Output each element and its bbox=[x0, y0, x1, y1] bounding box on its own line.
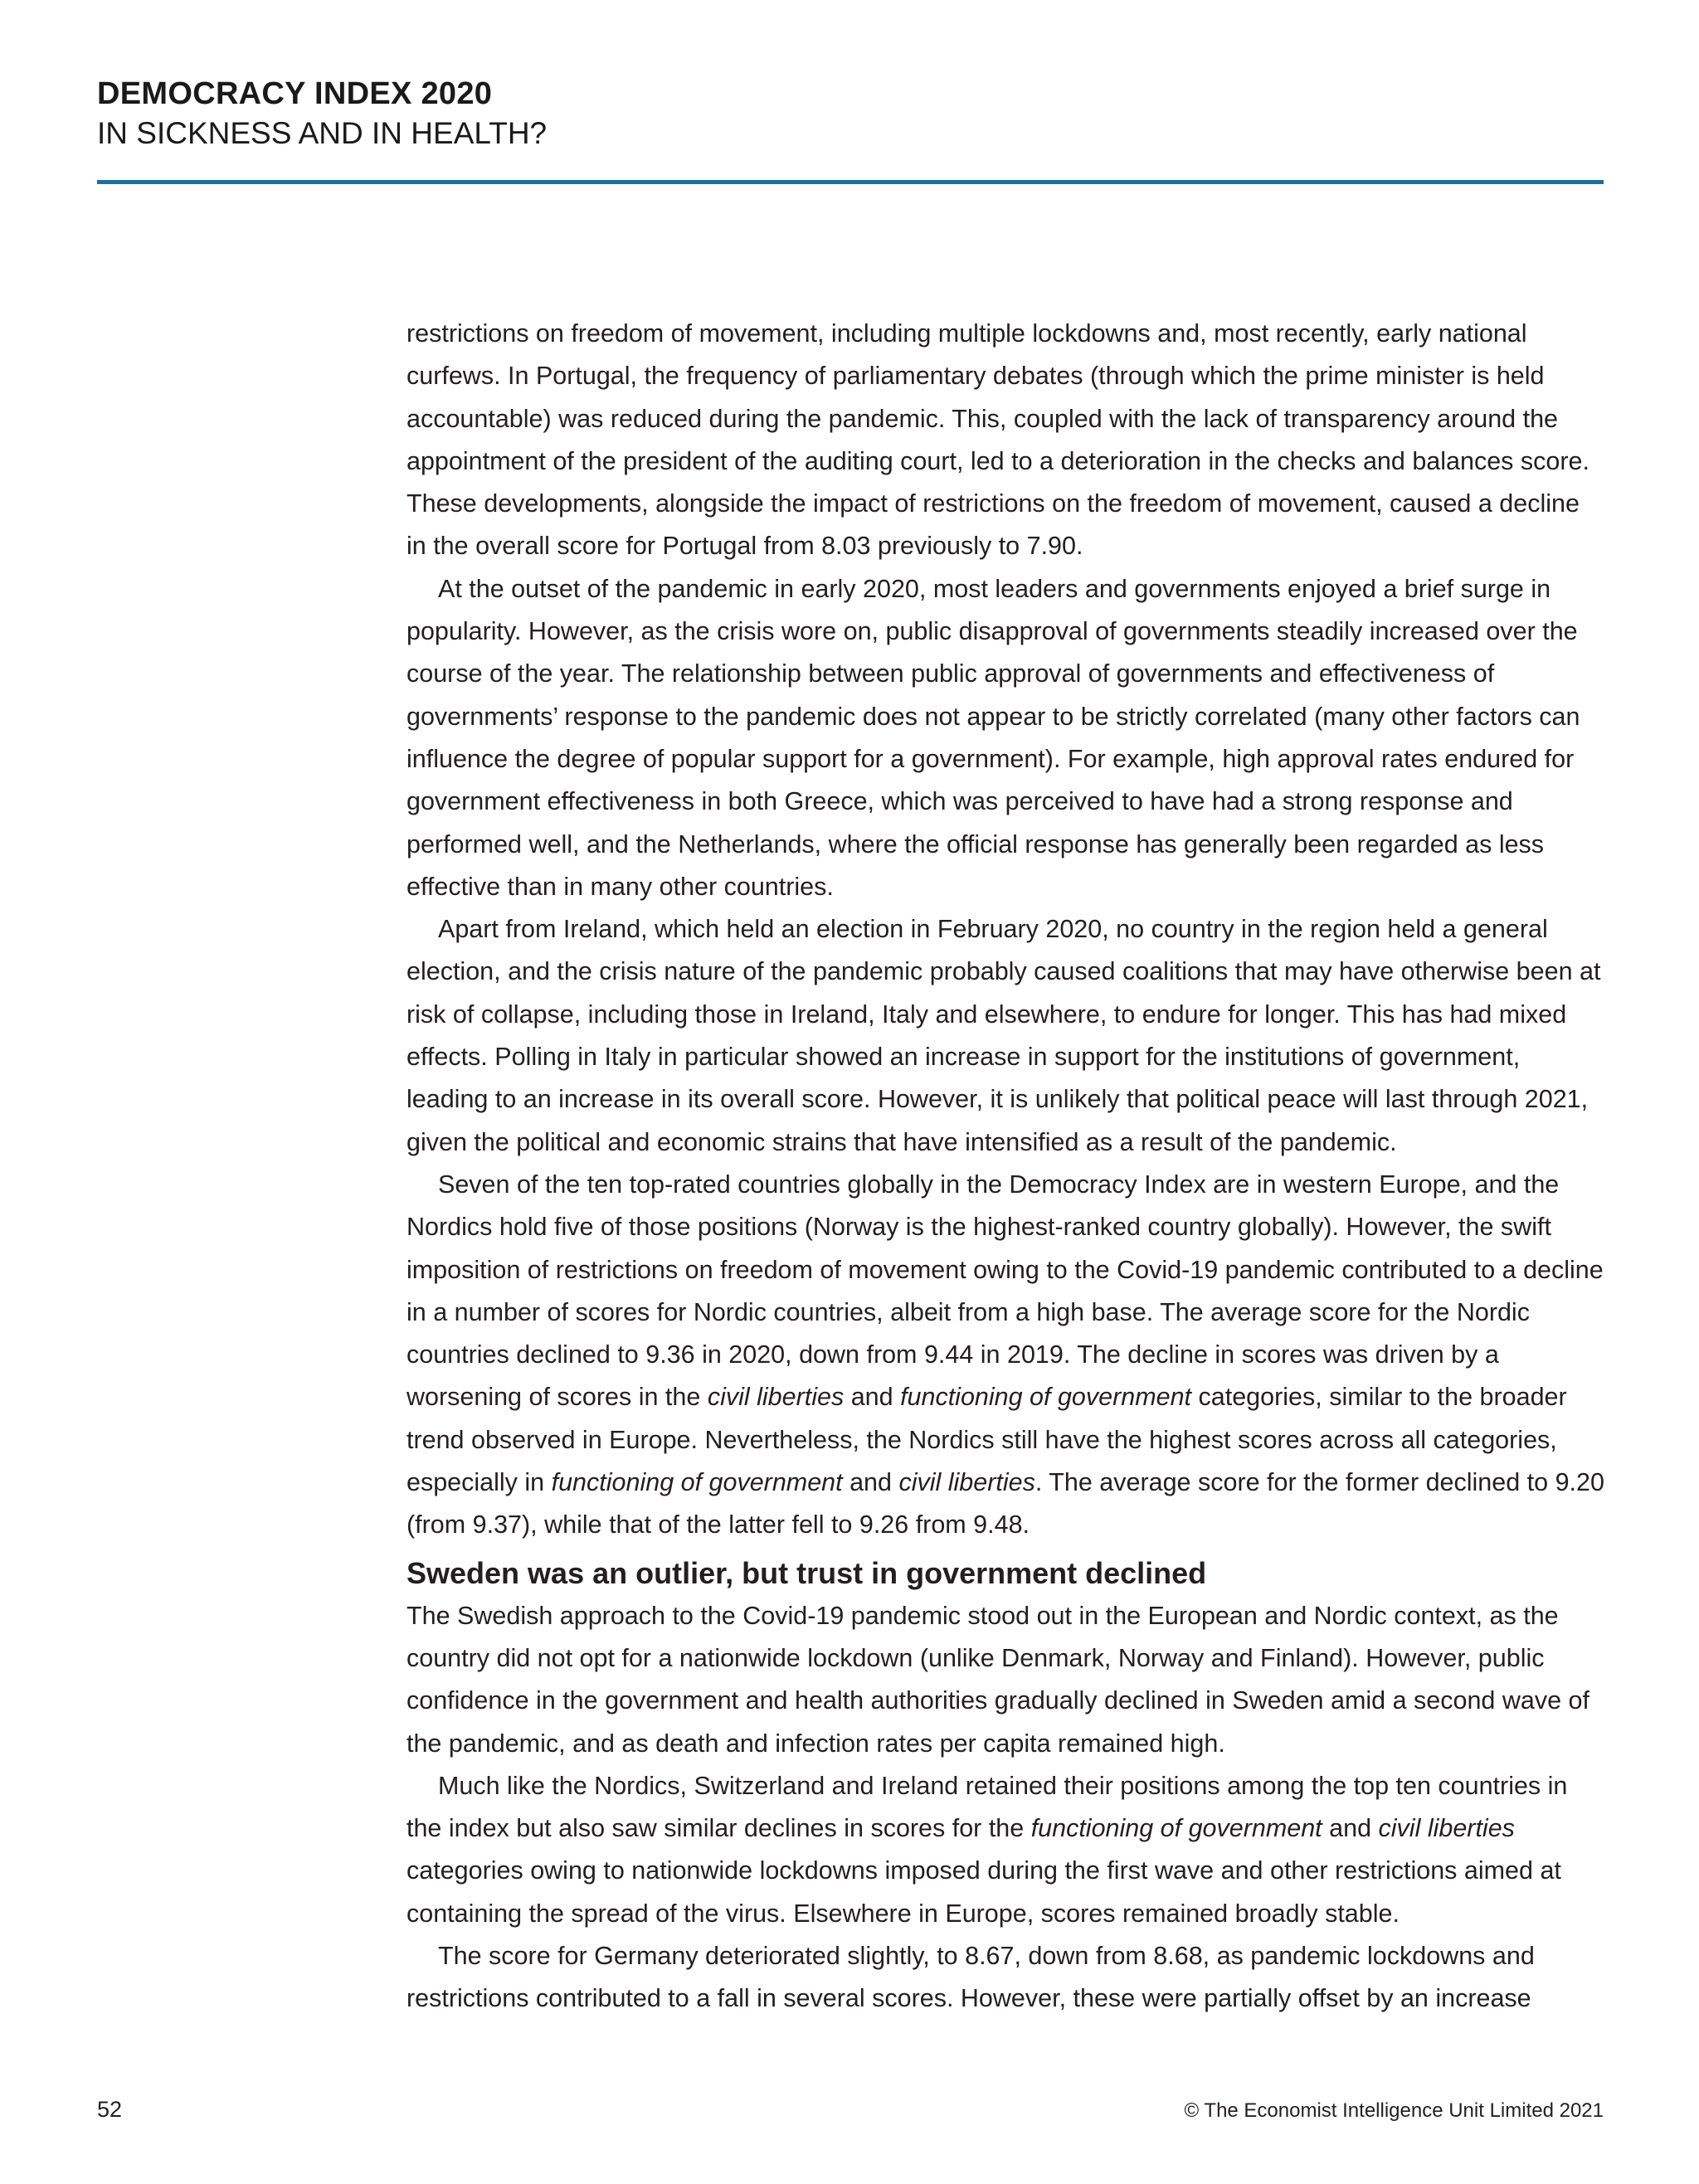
paragraph-elections: Apart from Ireland, which held an election in February 2020, no country in the region held a general election, and the crisis nature of the pandemic probably caused coalitions that may have otherwise been at risk of collapse, including those in Ireland, Italy and elsewhere, to endure for longer. This has had mixed effects. Polling in Italy in particular showed an increase in support for the institutions of government, leading to an increase in its overall score. However, it is unlikely that political peace will last through 2021, given the political and economic strains that have intensified as a result of the pandemic. bbox=[406, 915, 1601, 1156]
header-divider bbox=[97, 180, 1604, 184]
report-title: DEMOCRACY INDEX 2020 bbox=[97, 76, 493, 111]
paragraph-public-approval: At the outset of the pandemic in early 2020, most leaders and governments enjoyed a brief surge in popularity. However, as the crisis wore on, public disapproval of governments steadily increased over the course of the year. The relationship between public approval of governments and effectiveness of governments’ response to the pandemic does not appear to be strictly correlated (many other factors can influence the degree of popular support for a government). For example, high approval rates endured for government effectiveness in both Greece, which was perceived to have had a strong response and performed well, and the Netherlands, where the official response has generally been regarded as less effective than in many other countries. bbox=[406, 574, 1580, 901]
paragraph-switzerland-ireland: Much like the Nordics, Switzerland and Ireland retained their positions among the top ten countries in the index but also saw similar declines in scores for the functioning of government and civil liberties categories owing to nationwide lockdowns imposed during the first wave and other restrictions aimed at containing the spread of the virus. Elsewhere in Europe, scores remained broadly stable. bbox=[406, 1771, 1568, 1928]
paragraph-sweden: The Swedish approach to the Covid-19 pandemic stood out in the European and Nordic context, as the country did not opt for a nationwide lockdown (unlike Denmark, Norway and Finland). However, public confidence in the government and health authorities gradually declined in Sweden amid a second wave of the pandemic, and as death and infection rates per capita remained high. bbox=[406, 1601, 1589, 1758]
page-number: 52 bbox=[97, 2097, 123, 2122]
report-subtitle: IN SICKNESS AND IN HEALTH? bbox=[97, 116, 548, 150]
paragraph-nordics: Seven of the ten top-rated countries globally in the Democracy Index are in western Europe, and the Nordics hold five of those positions (Norway is the highest-ranked country globally). However, the swift imposition of restrictions on freedom of movement owing to the Covid-19 pandemic contributed to a decline in a number of scores for Nordic countries, albeit from a high base. The average score for the Nordic countries declined to 9.36 in 2020, down from 9.44 in 2019. The decline in scores was driven by a worsening of scores in the civil liberties and functioning of government categories, similar to the broader trend observed in Europe. Nevertheless, the Nordics still have the highest scores across all categories, especially in functioning of government and civil liberties. The average score for the former declined to 9.20 (from 9.37), while that of the latter fell to 9.26 from 9.48. bbox=[406, 1170, 1604, 1540]
paragraph-germany: The score for Germany deteriorated slightly, to 8.67, down from 8.68, as pandemic lockdowns and restrictions contributed to a fall in several scores. However, these were partially offset by an increase bbox=[406, 1941, 1535, 2013]
paragraph-portugal: restrictions on freedom of movement, including multiple lockdowns and, most recently, early national curfews. In Portugal, the frequency of parliamentary debates (through which the prime minister is held accountable) was reduced during the pandemic. This, coupled with the lack of transparency around the appointment of the president of the auditing court, led to a deterioration in the checks and balances score. These developments, alongside the impact of restrictions on the freedom of movement, caused a decline in the overall score for Portugal from 8.03 previously to 7.90. bbox=[406, 319, 1589, 561]
article-body bbox=[406, 313, 1605, 2021]
section-heading-sweden: Sweden was an outlier, but trust in government declined bbox=[406, 1555, 1207, 1590]
copyright-notice: © The Economist Intelligence Unit Limited 2021 bbox=[1184, 2099, 1604, 2122]
page-header bbox=[97, 75, 1604, 154]
